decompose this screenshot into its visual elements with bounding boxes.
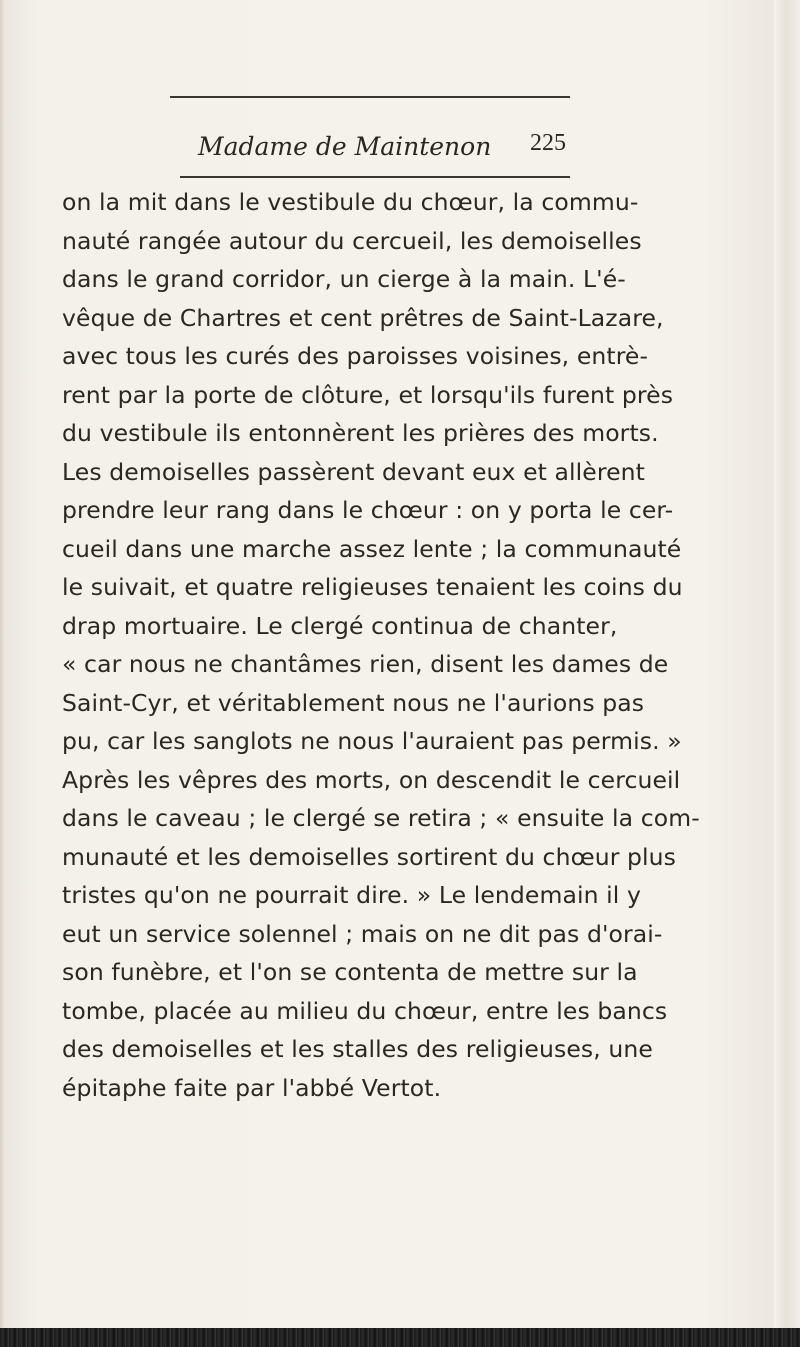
text-line: du vestibule ils entonnèrent les prières des morts. bbox=[62, 419, 659, 447]
text-line: eut un service solennel ; mais on ne dit pas d'orai- bbox=[62, 919, 663, 948]
body-text bbox=[62, 183, 742, 1107]
text-line: pu, car les sanglots ne nous l'auraient pas permis. » bbox=[62, 727, 682, 755]
text-line: Après les vêpres des morts, on descendit le cercueil bbox=[62, 765, 681, 794]
text-line: son funèbre, et l'on se contenta de mettre sur la bbox=[62, 958, 638, 986]
text-line: dans le grand corridor, un cierge à la main. L'é- bbox=[62, 265, 626, 293]
page-number: 225 bbox=[530, 130, 566, 156]
text-line: rent par la porte de clôture, et lorsqu'ils furent près bbox=[62, 380, 674, 409]
running-title: Madame de Maintenon bbox=[198, 132, 492, 161]
text-line: épitaphe faite par l'abbé Vertot. bbox=[62, 1073, 442, 1102]
text-line: Saint-Cyr, et véritablement nous ne l'aurions pas bbox=[62, 688, 645, 717]
text-line: des demoiselles et les stalles des religieuses, une bbox=[62, 1035, 653, 1063]
text-line: vêque de Chartres et cent prêtres de Saint-Lazare, bbox=[62, 303, 664, 332]
page-right-edge bbox=[774, 0, 800, 1347]
header-rule-top bbox=[170, 96, 570, 98]
text-line: drap mortuaire. Le clergé continua de chanter, bbox=[62, 611, 618, 640]
text-line: nauté rangée autour du cercueil, les demoiselles bbox=[62, 226, 642, 255]
header-rule-bottom bbox=[180, 176, 570, 178]
text-line: dans le caveau ; le clergé se retira ; « ensuite la com- bbox=[62, 804, 700, 832]
text-line: tristes qu'on ne pourrait dire. » Le lendemain il y bbox=[62, 881, 642, 909]
text-line: « car nous ne chantâmes rien, disent les dames de bbox=[62, 650, 669, 678]
text-line: prendre leur rang dans le chœur : on y porta le cer- bbox=[62, 496, 674, 524]
text-line: le suivait, et quatre religieuses tenaient les coins du bbox=[62, 573, 683, 601]
text-line: tombe, placée au milieu du chœur, entre les bancs bbox=[62, 996, 668, 1025]
text-line: avec tous les curés des paroisses voisines, entrè- bbox=[62, 342, 649, 370]
page-left-edge bbox=[0, 0, 6, 1347]
page-header bbox=[150, 92, 590, 192]
scan-bottom-band bbox=[0, 1328, 800, 1347]
text-line: Les demoiselles passèrent devant eux et allèrent bbox=[62, 457, 645, 486]
text-line: cueil dans une marche assez lente ; la communauté bbox=[62, 534, 682, 563]
text-line: munauté et les demoiselles sortirent du chœur plus bbox=[62, 842, 677, 871]
text-line: on la mit dans le vestibule du chœur, la commu- bbox=[62, 188, 639, 216]
